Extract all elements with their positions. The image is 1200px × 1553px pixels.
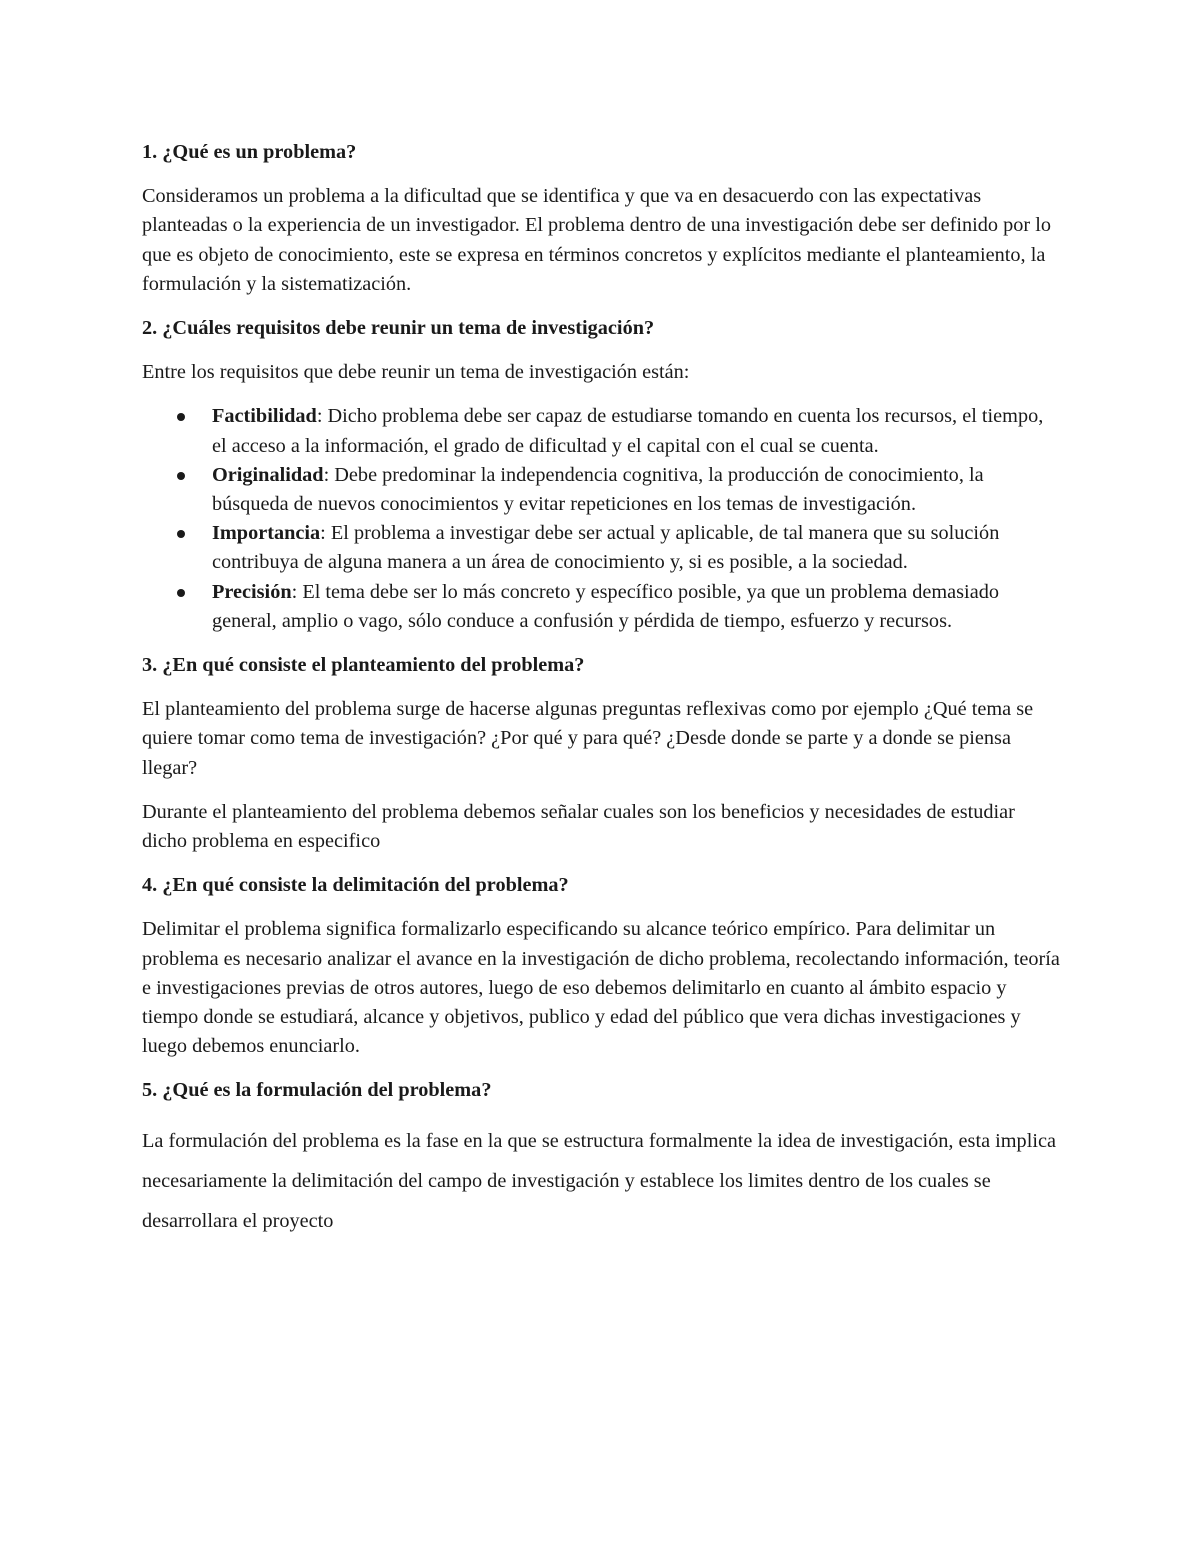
requirement-precision <box>212 578 1062 636</box>
question-3-heading: 3. ¿En qué consiste el planteamiento del problema? <box>142 654 585 677</box>
requirement-importancia <box>212 519 1062 577</box>
bullet-icon <box>177 530 185 538</box>
answer-3-paragraph-2: Durante el planteamiento del problema debemos señalar cuales son los beneficios y necesidades de estudiar dicho problema en especifico <box>142 800 1015 853</box>
answer-1-paragraph: Consideramos un problema a la dificultad que se identifica y que va en desacuerdo con las expectativas planteadas o la experiencia de un investigador. El problema dentro de una investigación debe ser definido por lo que es objeto de conocimiento, este se expresa en términos concretos y explícitos mediante el planteamiento, la formulación y la sistematización. <box>142 185 1051 295</box>
document-page <box>142 138 1062 1241</box>
question-2-heading: 2. ¿Cuáles requisitos debe reunir un tema de investigación? <box>142 317 655 340</box>
question-1-heading: 1. ¿Qué es un problema? <box>142 141 357 163</box>
requirement-term: Precisión <box>212 580 292 603</box>
bullet-icon <box>177 413 185 421</box>
requirement-text: : Debe predominar la independencia cognitiva, la producción de conocimiento, la búsqueda de nuevos conocimientos y evitar repeticiones en los temas de investigación. <box>212 463 984 516</box>
bullet-icon <box>177 589 185 597</box>
requirement-term: Originalidad <box>212 463 324 486</box>
requirement-term: Importancia <box>212 522 321 545</box>
requirements-list <box>142 402 1062 636</box>
requirement-text: : Dicho problema debe ser capaz de estudiarse tomando en cuenta los recursos, el tiempo, el acceso a la información, el grado de dificultad y el capital con el cual se cuenta. <box>212 405 1044 457</box>
answer-5-paragraph: La formulación del problema es la fase en la que se estructura formalmente la idea de investigación, esta implica necesariamente la delimitación del campo de investigación y establece los limites dentro de los cuales se desarrollara el proyecto <box>142 1129 1056 1232</box>
requirement-factibilidad <box>212 402 1062 460</box>
question-5-heading: 5. ¿Qué es la formulación del problema? <box>142 1079 492 1102</box>
answer-4-paragraph: Delimitar el problema significa formalizarlo especificando su alcance teórico empírico. Para delimitar un problema es necesario analizar el avance en la investigación de dicho problema, recolectando información, teoría e investigaciones previas de otros autores, luego de eso debemos delimitarlo en cuanto al ámbito espacio y tiempo donde se estudiará, alcance y objetivos, publico y edad del público que vera dichas investigaciones y luego debemos enunciarlo. <box>142 918 1060 1058</box>
requirement-originalidad <box>212 461 1062 519</box>
requirement-text: : El tema debe ser lo más concreto y específico posible, ya que un problema demasiado general, amplio o vago, sólo conduce a confusión y pérdida de tiempo, esfuerzo y recursos. <box>212 580 999 632</box>
answer-3-paragraph-1: El planteamiento del problema surge de hacerse algunas preguntas reflexivas como por ejemplo ¿Qué tema se quiere tomar como tema de investigación? ¿Por qué y para qué? ¿Desde donde se parte y a donde se piensa llegar? <box>142 698 1034 779</box>
question-4-heading: 4. ¿En qué consiste la delimitación del problema? <box>142 874 569 897</box>
requirement-term: Factibilidad <box>212 405 317 428</box>
answer-2-intro: Entre los requisitos que debe reunir un tema de investigación están: <box>142 361 690 384</box>
requirement-text: : El problema a investigar debe ser actual y aplicable, de tal manera que su solución contribuya de alguna manera a un área de conocimiento y, si es posible, a la sociedad. <box>212 522 1000 574</box>
bullet-icon <box>177 472 185 480</box>
